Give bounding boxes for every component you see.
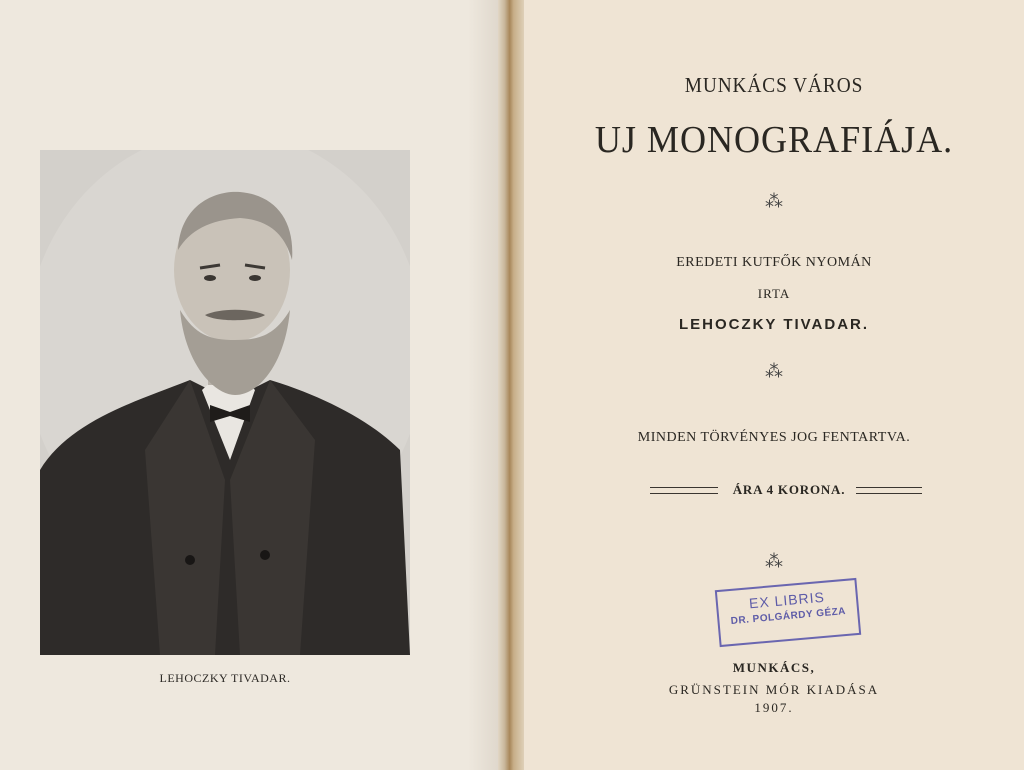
imprint-publisher: GRÜNSTEIN MÓR KIADÁSA [668, 682, 880, 697]
book-gutter [498, 0, 524, 770]
portrait-illustration [40, 150, 410, 655]
portrait-caption: LEHOCZKY TIVADAR. [159, 671, 291, 685]
author-portrait-photo [40, 150, 410, 655]
double-rule-left [650, 487, 718, 494]
author-name: LEHOCZKY TIVADAR. [678, 316, 870, 333]
right-page [524, 0, 1024, 770]
double-rule-right [856, 487, 922, 494]
book-title: UJ MONOGRAFIÁJA. [594, 119, 954, 161]
written-by-label: IRTA [757, 286, 791, 301]
price-text: ÁRA 4 KORONA. [732, 482, 846, 497]
ornament-asterism: ⁂ [765, 551, 783, 571]
price-line [650, 482, 922, 498]
ornament-asterism: ⁂ [765, 361, 783, 381]
imprint-city: MUNKÁCS, [732, 660, 816, 675]
imprint-year: 1907. [754, 700, 794, 715]
rights-notice: MINDEN TÖRVÉNYES JOG FENTARTVA. [637, 430, 911, 445]
book-subtitle: MUNKÁCS VÁROS [684, 73, 864, 97]
stamp-line-2: DR. POLGÁRDY GÉZA [730, 605, 847, 627]
ornament-asterism: ⁂ [765, 191, 783, 211]
stamp-line-1: EX LIBRIS [748, 588, 826, 612]
source-line: EREDETI KUTFŐK NYOMÁN [676, 255, 872, 270]
